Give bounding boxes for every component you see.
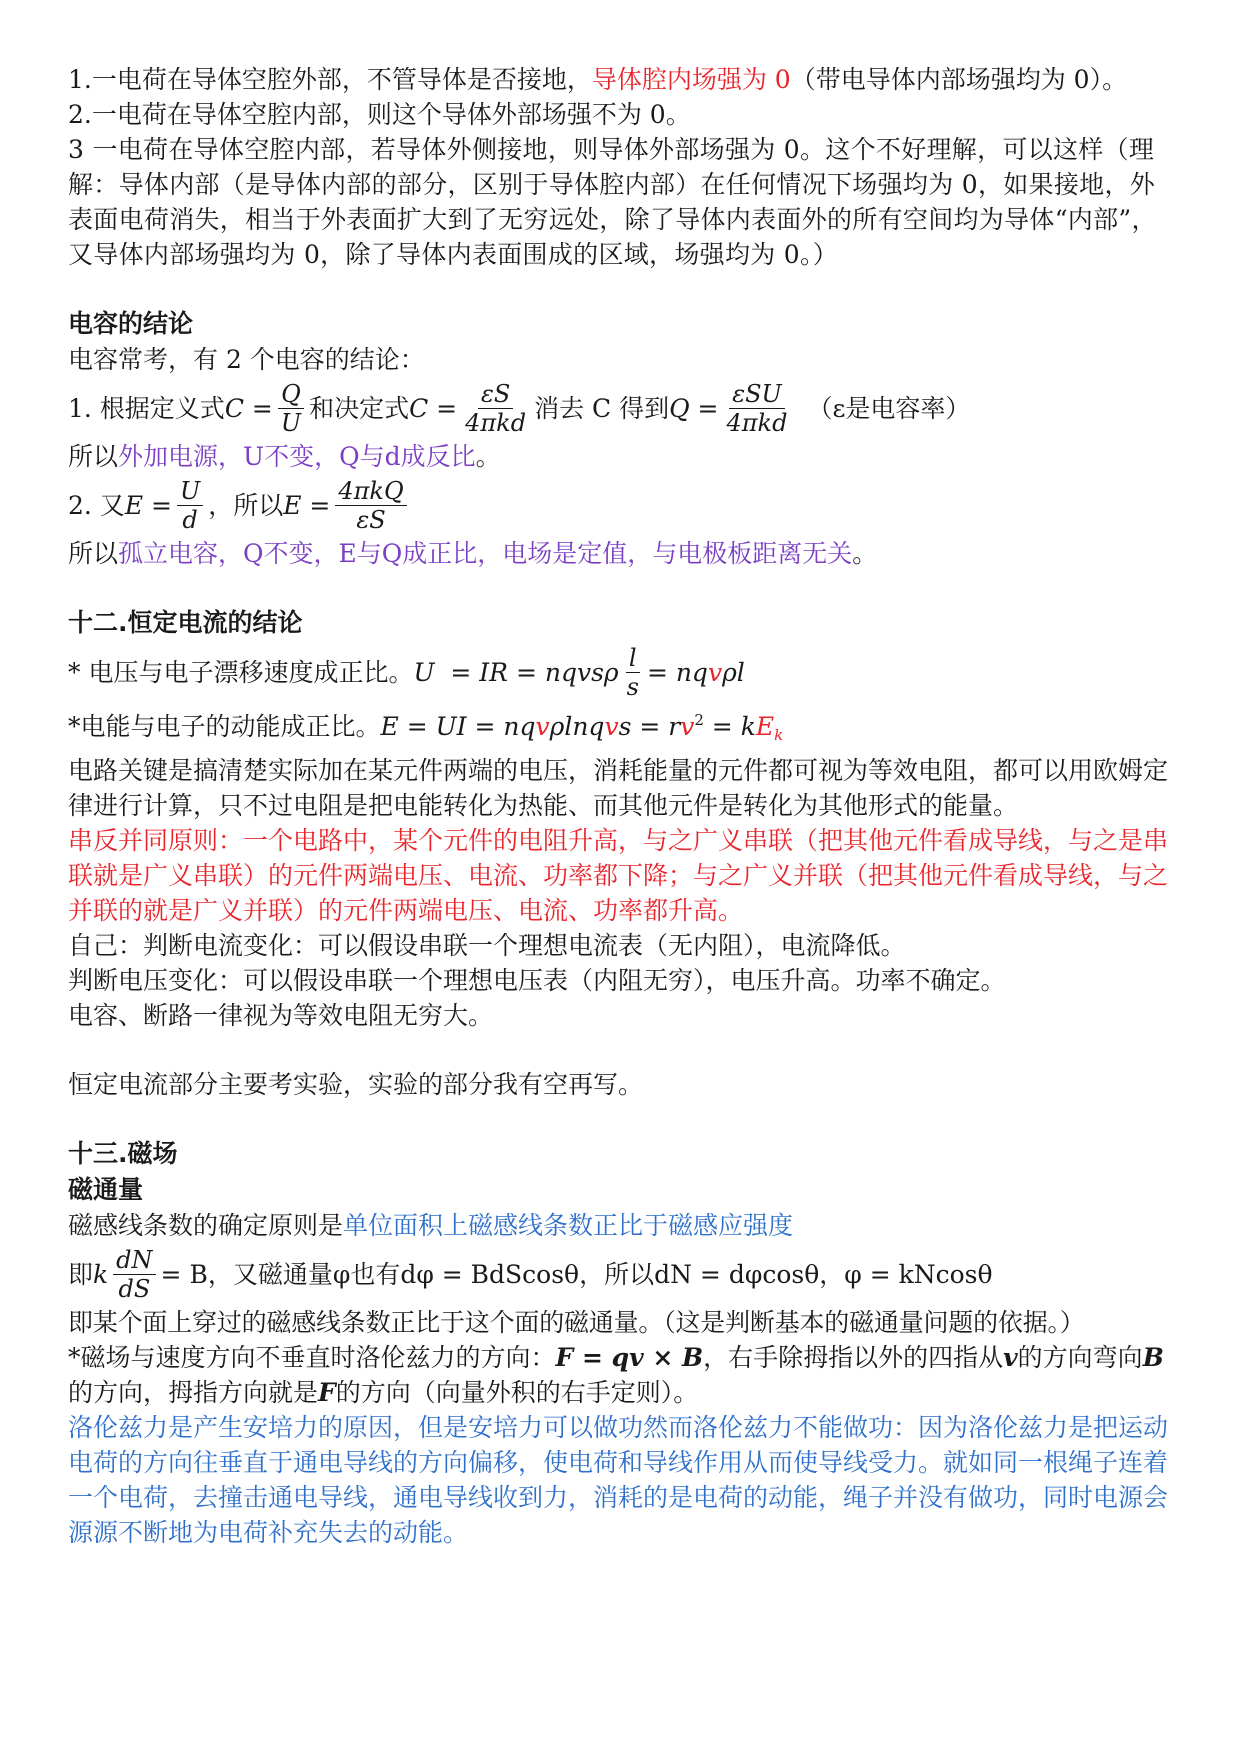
text: * 电压与电子漂移速度成正比。 (68, 657, 414, 687)
capacitor-intro: 电容常考，有 2 个电容的结论： (68, 345, 425, 374)
text: 即 (68, 1259, 94, 1289)
numerator: εS (478, 380, 513, 409)
flux-statement: 即某个面上穿过的磁感线条数正比于这个面的磁通量。（这是判断基本的磁通量问题的依据。） (68, 1308, 1085, 1337)
math-highlight: v (680, 712, 695, 741)
math: E = (283, 490, 331, 520)
denominator: dS (118, 1274, 151, 1303)
text: 1. 根据定义式 (68, 393, 225, 423)
math: v (1003, 1343, 1018, 1372)
numerator: εSU (729, 380, 785, 409)
math: Q = (669, 393, 719, 423)
math: F = qv × B (555, 1343, 704, 1372)
fraction (177, 477, 203, 534)
denominator: εS (356, 505, 386, 534)
spacer (68, 272, 1178, 306)
text: （带电导体内部场强均为 0）。 (790, 65, 1128, 94)
capacitor-conclusion-1 (68, 439, 1178, 474)
text: （ε是电容率） (807, 393, 971, 423)
math: C = (409, 393, 458, 423)
numerator: l (626, 644, 640, 673)
math: B (1142, 1343, 1164, 1372)
capacitor-heading: 电容的结论 (68, 309, 194, 338)
math: = k (703, 712, 756, 741)
text: 的方向（向量外积的右手定则）。 (335, 1378, 699, 1407)
denominator: d (182, 505, 198, 534)
current-note-voltage: 判断电压变化：可以假设串联一个理想电压表（内阻无穷），电压升高。功率不确定。 (68, 966, 1006, 995)
flux-subheading: 磁通量 (68, 1175, 144, 1204)
text: 。 (475, 442, 501, 471)
current-statement-1 (68, 641, 1178, 703)
conductor-point-2: 2.一电荷在导体空腔内部，则这个导体外部场强不为 0。 (68, 100, 691, 129)
numerator: dN (113, 1246, 155, 1275)
capacitor-conclusion-2 (68, 536, 1178, 571)
text: 磁感线条数的确定原则是 (68, 1211, 344, 1240)
math-highlight: v (535, 712, 550, 741)
math: ρl (722, 657, 745, 687)
math: s = r (618, 712, 681, 741)
subscript: k (774, 726, 784, 744)
flux-principle (68, 1208, 1178, 1243)
text: 。 (852, 539, 878, 568)
denominator: s (626, 672, 639, 701)
fraction (278, 380, 304, 437)
conductor-point-3: 3 一电荷在导体空腔内部，若导体外侧接地，则导体外部场强为 0。这个不好理解，可以这样（理解：导体内部（是导体内部的部分，区别于导体腔内部）在任何情况下场强均为 0，如果接地，外表面电荷消失，相当于外表面扩大到了无穷远处，除了导体内表面外的所有空间均为导体“内部”，又导体内部场强均为 0，除了导体内表面围成的区域，场强均为 0。） (68, 135, 1157, 269)
current-note-capacitor: 电容、断路一律视为等效电阻无穷大。 (68, 1001, 494, 1030)
magnetic-heading: 十三.磁场 (68, 1139, 178, 1168)
highlight-purple: 孤立电容，Q不变，E与Q成正比，电场是定值，与电极板距离无关 (118, 539, 853, 568)
lorentz-work-explanation: 洛伦兹力是产生安培力的原因，但是安培力可以做功然而洛伦兹力不能做功：因为洛伦兹力是把运动电荷的方向往垂直于通电导线的方向偏移，使电荷和导线作用从而使导线受力。就如同一根绳子连着一个电荷，去撞击通电导线，通电导线收到力，消耗的是电荷的动能，绳子并没有做功，同时电源会源源不断地为电荷补充失去的动能。 (68, 1413, 1169, 1547)
text: 1.一电荷在导体空腔外部，不管导体是否接地， (68, 65, 592, 94)
numerator: 4πkQ (335, 477, 406, 506)
flux-formula (68, 1243, 1178, 1305)
text: 和决定式 (309, 393, 410, 423)
fraction (335, 477, 406, 534)
denominator: 4πkd (726, 408, 788, 437)
denominator: 4πkd (465, 408, 527, 437)
math: E = (124, 490, 172, 520)
current-statement-2 (68, 703, 1178, 753)
text: 的方向，拇指方向就是 (68, 1378, 319, 1407)
math: = nq (646, 657, 708, 687)
fraction (724, 380, 791, 437)
text: 所以 (68, 539, 119, 568)
conductor-point-1 (68, 62, 1178, 97)
fraction (462, 380, 529, 437)
math-highlight: v (604, 712, 619, 741)
math: ρlnq (549, 712, 605, 741)
denominator: U (280, 408, 302, 437)
current-heading: 十二.恒定电流的结论 (68, 608, 303, 637)
text: *磁场与速度方向不垂直时洛伦兹力的方向： (68, 1343, 556, 1372)
current-paragraph: 电路关键是搞清楚实际加在某元件两端的电压，消耗能量的元件都可视为等效电阻，都可以用欧姆定律进行计算，只不过电阻是把电能转化为热能、而其他元件是转化为其他形式的能量。 (68, 756, 1169, 820)
current-note-self: 自己：判断电流变化：可以假设串联一个理想电流表（无内阻），电流降低。 (68, 931, 906, 960)
text: 所以 (68, 442, 119, 471)
capacitor-formula-2 (68, 474, 1178, 536)
highlight-purple: 外加电源，U不变，Q与d成反比 (118, 442, 476, 471)
fraction (624, 644, 642, 701)
lorentz-direction (68, 1340, 1178, 1410)
math: = B，又磁通量φ也有dφ = BdScosθ，所以dN = dφcosθ，φ = kNcosθ (160, 1259, 993, 1289)
math: C = (224, 393, 273, 423)
math: F (318, 1378, 336, 1407)
document-page (68, 62, 1178, 1550)
spacer (68, 571, 1178, 605)
current-note-experiment: 恒定电流部分主要考实验，实验的部分我有空再写。 (68, 1070, 644, 1099)
spacer (68, 1033, 1178, 1067)
math: k (93, 1259, 109, 1289)
highlight-red: 导体腔内场强为 0 (591, 65, 791, 94)
highlight-blue: 单位面积上磁感线条数正比于磁感应强度 (343, 1211, 794, 1240)
capacitor-formula-1 (68, 377, 1178, 439)
math-highlight: v (707, 657, 723, 687)
spacer (68, 1102, 1178, 1136)
text: 消去 C 得到 (534, 393, 670, 423)
fraction (113, 1246, 155, 1303)
numerator: U (177, 477, 203, 506)
math: U = IR = nqvsρ (413, 657, 619, 687)
superscript: 2 (694, 711, 704, 729)
text: 2. 又 (68, 490, 125, 520)
text: *电能与电子的动能成正比。 (68, 712, 381, 741)
series-parallel-rule: 串反并同原则：一个电路中，某个元件的电阻升高，与之广义串联（把其他元件看成导线，与之是串联就是广义串联）的元件两端电压、电流、功率都下降；与之广义并联（把其他元件看成导线，与之并联的就是广义并联）的元件两端电压、电流、功率都升高。 (68, 826, 1169, 925)
math-highlight: E (755, 712, 775, 741)
text: ，所以 (208, 490, 284, 520)
text: ，右手除拇指以外的四指从 (703, 1343, 1004, 1372)
numerator: Q (278, 380, 304, 409)
math: E = UI = nq (380, 712, 536, 741)
text: 的方向弯向 (1017, 1343, 1143, 1372)
